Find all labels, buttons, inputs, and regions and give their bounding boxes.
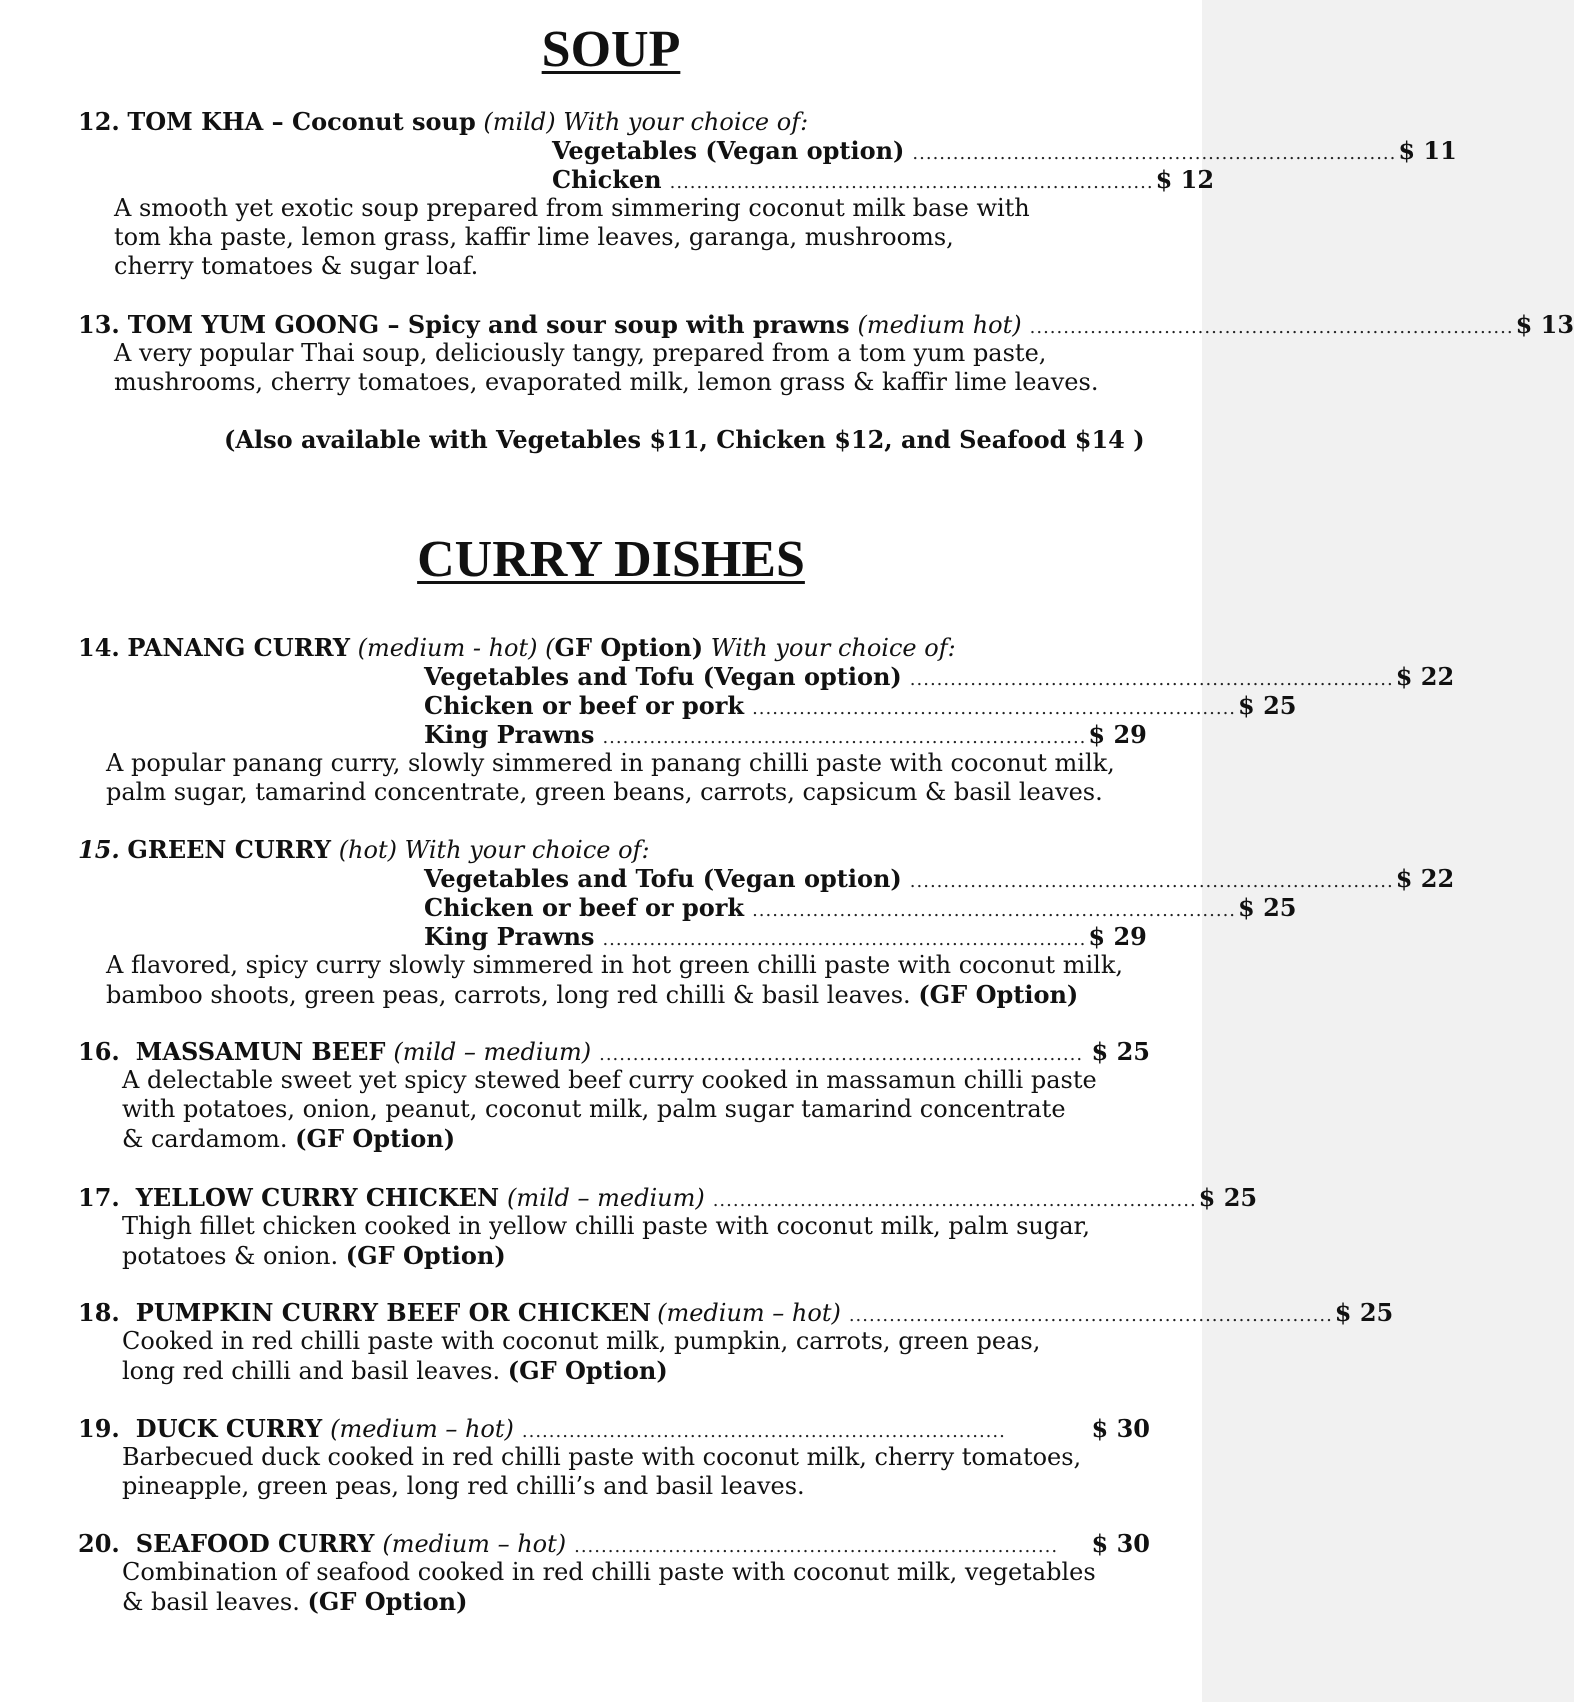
item-17-price: $ 25 <box>1198 1183 1258 1212</box>
item-18-price: $ 25 <box>1334 1298 1394 1327</box>
soup-heading: SOUP <box>541 21 681 78</box>
item-13-description <box>114 339 1098 397</box>
description-line: Thigh fillet chicken cooked in yellow chilli paste with coconut milk, palm sugar, <box>122 1212 1091 1240</box>
leader-dots: ........................................................................ <box>912 143 1397 164</box>
item-17-note: (mild – medium) <box>507 1184 705 1212</box>
item-14-choice: With your choice of: <box>710 634 956 662</box>
item-14-option-3 <box>424 720 1146 752</box>
description-line: A delectable sweet yet spicy stewed beef curry cooked in massamun chilli paste <box>122 1066 1097 1094</box>
item-19-description <box>122 1443 1081 1501</box>
option-label: Vegetables (Vegan option) <box>552 136 905 165</box>
item-14-number: 14. <box>78 633 120 662</box>
option-label: Vegetables and Tofu (Vegan option) <box>424 864 902 893</box>
leader-dots: ........................................................................ <box>752 900 1237 921</box>
item-18-note: (medium – hot) <box>657 1299 841 1327</box>
item-12-name: TOM KHA – Coconut soup <box>127 107 476 136</box>
item-19-price: $ 30 <box>1091 1414 1150 1443</box>
item-20-name: SEAFOOD CURRY <box>135 1529 375 1558</box>
item-12-description <box>114 194 1030 281</box>
item-15-option-1 <box>424 864 1455 896</box>
option-label: Chicken or beef or pork <box>424 691 745 720</box>
item-16-header <box>78 1037 1150 1069</box>
option-label: Vegetables and Tofu (Vegan option) <box>424 662 902 691</box>
description-line: A popular panang curry, slowly simmered in panang chilli paste with coconut milk, <box>106 749 1115 777</box>
item-13-also-available: (Also available with Vegetables $11, Chicken $12, and Seafood $14 ) <box>224 425 1145 454</box>
item-18-name: PUMPKIN CURRY BEEF OR CHICKEN <box>135 1298 652 1327</box>
description-text: bamboo shoots, green peas, carrots, long red chilli & basil leaves. <box>106 981 911 1009</box>
item-19-note: (medium – hot) <box>330 1415 514 1443</box>
item-20-description <box>122 1558 1096 1617</box>
leader-dots: ........................................................................ <box>521 1421 1006 1442</box>
item-20-note: (medium – hot) <box>382 1530 567 1558</box>
description-text: & cardamom. <box>122 1125 288 1153</box>
description-line <box>106 980 1123 1010</box>
item-16-note: (mild – medium) <box>393 1038 592 1066</box>
item-15-name: GREEN CURRY <box>127 835 332 864</box>
item-20-price: $ 30 <box>1091 1529 1150 1558</box>
item-12-header <box>78 107 808 137</box>
description-line <box>122 1356 1040 1386</box>
leader-dots: ........................................................................ <box>712 1190 1197 1211</box>
leader-dots: ........................................................................ <box>848 1305 1333 1326</box>
item-14-name: PANANG CURRY <box>127 633 350 662</box>
item-16-name: MASSAMUN BEEF <box>135 1037 386 1066</box>
option-price: $ 12 <box>1155 165 1215 194</box>
description-text: & basil leaves. <box>122 1588 300 1616</box>
gf-option-label: (GF Option) <box>507 1356 668 1385</box>
option-price: $ 29 <box>1088 720 1147 749</box>
description-line: Combination of seafood cooked in red chilli paste with coconut milk, vegetables <box>122 1558 1096 1586</box>
option-label: Chicken <box>552 165 662 194</box>
leader-dots: ........................................................................ <box>1029 317 1514 338</box>
option-label: Chicken or beef or pork <box>424 893 745 922</box>
item-16-description <box>122 1066 1097 1154</box>
description-text: potatoes & onion. <box>122 1242 339 1270</box>
item-14-header <box>78 633 956 663</box>
leader-dots: ........................................................................ <box>602 929 1087 950</box>
option-price: $ 22 <box>1395 864 1455 893</box>
leader-dots: ........................................................................ <box>909 669 1394 690</box>
gf-option-label: (GF Option) <box>345 1241 506 1270</box>
description-line: Cooked in red chilli paste with coconut milk, pumpkin, carrots, green peas, <box>122 1327 1041 1355</box>
item-17-number: 17. <box>78 1183 120 1212</box>
description-text: long red chilli and basil leaves. <box>122 1357 501 1385</box>
gf-option-label: (GF Option) <box>918 980 1079 1009</box>
item-13-name: TOM YUM GOONG – Spicy and sour soup with prawns <box>127 310 850 339</box>
description-line: A flavored, spicy curry slowly simmered in hot green chilli paste with coconut milk, <box>106 951 1123 979</box>
gf-option-label: GF Option) <box>554 633 704 662</box>
item-14-option-1 <box>424 662 1455 694</box>
option-label: King Prawns <box>424 922 595 951</box>
item-12-option-1 <box>552 136 1457 168</box>
item-18-number: 18. <box>78 1298 120 1327</box>
item-18-description <box>122 1327 1040 1386</box>
description-line <box>122 1241 1090 1271</box>
item-19-name: DUCK CURRY <box>135 1414 323 1443</box>
item-14-option-2 <box>424 691 1297 723</box>
description-line: Barbecued duck cooked in red chilli paste with coconut milk, cherry tomatoes, <box>122 1443 1082 1471</box>
description-line: A smooth yet exotic soup prepared from simmering coconut milk base with <box>114 194 1030 222</box>
item-12-option-2 <box>552 165 1215 197</box>
item-20-header <box>78 1529 1150 1561</box>
item-15-option-3 <box>424 922 1146 954</box>
item-12-note: (mild) With your choice of: <box>483 108 809 136</box>
item-19-header <box>78 1414 1150 1446</box>
description-line: with potatoes, onion, peanut, coconut milk, palm sugar tamarind concentrate <box>122 1095 1066 1123</box>
item-14-description <box>106 749 1115 807</box>
item-17-name: YELLOW CURRY CHICKEN <box>135 1183 500 1212</box>
leader-dots: ........................................................................ <box>669 172 1154 193</box>
item-18-header <box>78 1298 1394 1330</box>
item-13-header <box>78 310 1574 342</box>
item-13-price: $ 13 <box>1515 310 1574 339</box>
description-line <box>122 1587 1096 1617</box>
item-19-number: 19. <box>78 1414 120 1443</box>
item-17-header <box>78 1183 1258 1215</box>
option-label: King Prawns <box>424 720 595 749</box>
item-12-number: 12. <box>78 107 120 136</box>
item-13-number: 13. <box>78 310 120 339</box>
gf-option-label: (GF Option) <box>307 1587 468 1616</box>
item-16-number: 16. <box>78 1037 120 1066</box>
leader-dots: ........................................................................ <box>752 698 1237 719</box>
item-20-number: 20. <box>78 1529 120 1558</box>
description-line: cherry tomatoes & sugar loaf. <box>114 252 479 280</box>
option-price: $ 25 <box>1238 691 1297 720</box>
item-15-number: 15. <box>78 835 120 864</box>
item-16-price: $ 25 <box>1091 1037 1150 1066</box>
option-price: $ 22 <box>1395 662 1455 691</box>
item-15-header <box>78 835 650 865</box>
item-15-note: (hot) With your choice of: <box>338 836 650 864</box>
item-17-description <box>122 1212 1090 1271</box>
leader-dots: ........................................................................ <box>599 1044 1084 1065</box>
leader-dots: ........................................................................ <box>602 727 1087 748</box>
description-line <box>122 1124 1097 1154</box>
curry-heading: CURRY DISHES <box>417 531 805 588</box>
description-line: tom kha paste, lemon grass, kaffir lime leaves, garanga, mushrooms, <box>114 223 954 251</box>
item-13-note: (medium hot) <box>857 311 1022 339</box>
description-line: A very popular Thai soup, deliciously tangy, prepared from a tom yum paste, <box>114 339 1047 367</box>
option-price: $ 11 <box>1398 136 1457 165</box>
leader-dots: ........................................................................ <box>909 871 1394 892</box>
item-15-option-2 <box>424 893 1297 925</box>
option-price: $ 29 <box>1088 922 1147 951</box>
item-14-note: (medium - hot) ( <box>357 634 555 662</box>
description-line: palm sugar, tamarind concentrate, green beans, carrots, capsicum & basil leaves. <box>106 778 1103 806</box>
leader-dots: ........................................................................ <box>574 1536 1059 1557</box>
option-price: $ 25 <box>1238 893 1297 922</box>
description-line: pineapple, green peas, long red chilli’s and basil leaves. <box>122 1472 805 1500</box>
description-line: mushrooms, cherry tomatoes, evaporated milk, lemon grass & kaffir lime leaves. <box>114 368 1099 396</box>
gf-option-label: (GF Option) <box>295 1124 456 1153</box>
item-15-description <box>106 951 1123 1010</box>
